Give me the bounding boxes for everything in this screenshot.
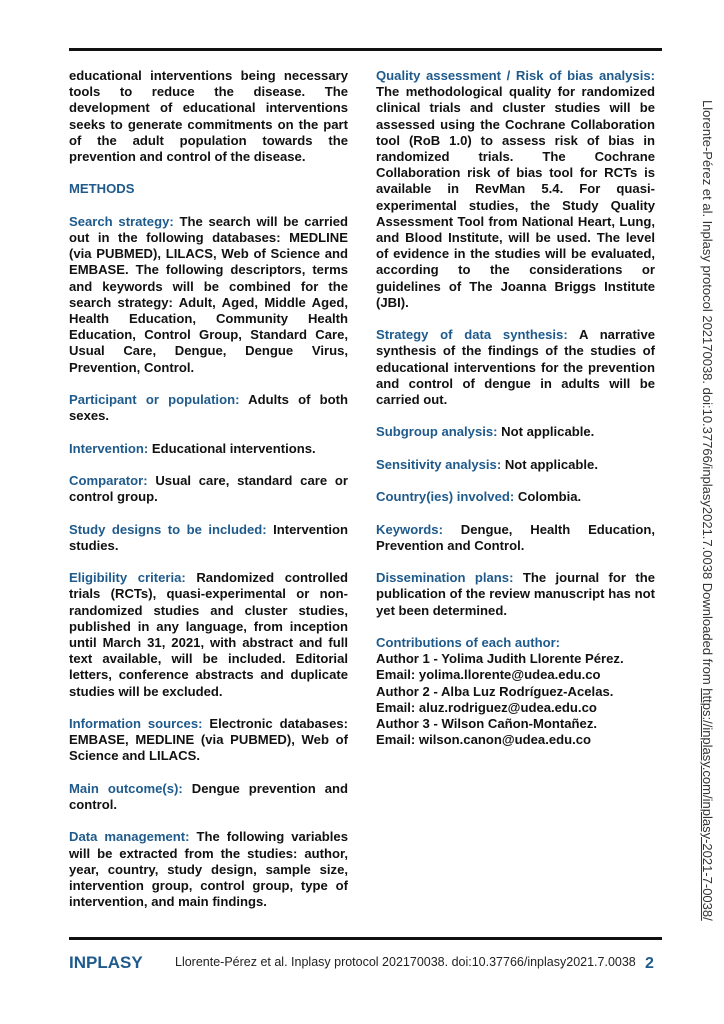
section-text: Educational interventions. [148,440,316,456]
section-text: Dengue, Health Education, Prevention and Control. [376,521,655,553]
section-sensitivity-analysis [376,457,655,473]
footer-brand-logo: INPLASY [69,953,143,972]
section-data-management [69,829,348,910]
bottom-rule [69,937,662,940]
section-label: Study designs to be included: [69,521,267,537]
section-keywords [376,522,655,554]
section-label: Main outcome(s): [69,780,183,796]
section-text: Dengue prevention and control. [69,780,349,812]
section-quality-assessment [376,68,655,311]
section-text: Electronic databases: EMBASE, MEDLINE (via PUBMED), Web of Science and LILACS. [69,716,348,764]
section-text: Randomized controlled trials (RCTs), quasi-experimental or non-randomized studies and cluster studies, published in any language, from inception until March 31, 2021, with abstract and full text available, will be included. Editorial letters, conference abstracts and duplicate studies will be excluded. [69,570,348,699]
section-label: Information sources: [69,716,203,731]
section-label: Subgroup analysis: [376,424,498,440]
section-text: A narrative synthesis of the findings of the studies of educational interventions for the prevention and control of dengue in adults will be carried out. [376,327,656,408]
section-study-designs [69,522,348,554]
section-label: Country(ies) involved: [376,489,515,505]
author-2-email: Email: aluz.rodriguez@udea.edu.co [376,699,597,715]
section-countries [376,489,655,505]
section-text: The methodological quality for randomized clinical trials and cluster studies will be assessed using the Cochrane Collaboration tool (RoB 1.0) to assess risk of bias in randomized trials. The Cochrane Collaboration risk of bias tool for RCTs is available in RevMan 5.4. For quasi-experimental studies, the Study Quality Assessment Tool from National Heart, Lung, and Blood Institute, will be used. The level of evidence in the studies will be evaluated, according to the considerations or guidelines of The Joanna Briggs Institute (JBI). [376,84,655,310]
intro-paragraph: educational interventions being necessary tools to reduce the disease. The development of educational interventions seeks to generate commitments on the part of the adult population towards the prevention and control of the disease. [69,68,348,165]
top-rule [69,48,662,51]
section-information-sources [69,716,348,765]
section-text: Intervention studies. [69,521,349,553]
section-label: Intervention: [69,440,149,456]
footer-citation: Llorente-Pérez et al. Inplasy protocol 202170038. doi:10.37766/inplasy2021.7.0038 [175,955,636,969]
page-number: 2 [645,955,654,972]
section-contributions [376,635,655,748]
section-label: Keywords: [376,521,443,537]
section-dissemination [376,570,655,619]
section-label: Strategy of data synthesis: [376,327,568,343]
section-text: The following variables will be extracted from the studies: author, year, country, study design, sample size, intervention group, control group, type of intervention, and main findings. [69,829,348,910]
section-text: The journal for the publication of the review manuscript has not yet been determined. [376,570,655,618]
right-column [376,68,655,765]
author-2-name: Author 2 - Alba Luz Rodríguez-Acelas. [376,683,614,699]
section-label: Quality assessment / Risk of bias analysis: [376,68,655,83]
methods-heading: METHODS [69,181,135,197]
section-label: Eligibility criteria: [69,570,186,586]
author-1-email: Email: yolima.llorente@udea.edu.co [376,667,601,683]
section-text: Colombia. [514,489,582,505]
author-3-email: Email: wilson.canon@udea.edu.co [376,732,592,748]
section-label: Participant or population: [69,392,240,408]
contributions-label: Contributions of each author: [376,635,561,650]
section-data-synthesis [376,327,655,408]
section-text: The search will be carried out in the following databases: MEDLINE (via PUBMED), LILACS, Web of Science and EMBASE. The following descriptors, terms and keywords will be combined for the search strategy: Adult, Aged, Middle Aged, Health Education, Community Health Education, Control Group, Standard Care, Usual Care, Dengue, Dengue Virus, Prevention, Control. [69,213,348,375]
section-label: Data management: [69,829,190,845]
section-main-outcomes [69,781,348,813]
section-participant [69,392,348,424]
author-1-name: Author 1 - Yolima Judith Llorente Pérez. [376,651,624,667]
sidebar-citation-text: Llorente-Pérez et al. Inplasy protocol 202170038. doi:10.37766/inplasy2021.7.0038 Downloaded from [700,100,715,689]
section-label: Comparator: [69,473,148,488]
section-label: Dissemination plans: [376,570,514,586]
section-intervention [69,441,348,457]
sidebar-download-link[interactable]: https://inplasy.com/inplasy-2021-7-0038/ [700,688,715,921]
author-3-name: Author 3 - Wilson Cañon-Montañez. [376,716,598,732]
section-text: Not applicable. [497,424,595,440]
section-label: Search strategy: [69,213,174,229]
left-column [69,68,348,927]
section-label: Sensitivity analysis: [376,456,502,472]
section-text: Adults of both sexes. [69,392,348,424]
section-eligibility [69,570,348,700]
section-subgroup-analysis [376,424,655,440]
section-search-strategy [69,214,348,376]
section-text: Not applicable. [501,456,598,472]
section-comparator [69,473,348,505]
section-text: Usual care, standard care or control group. [69,473,348,505]
sidebar-citation [700,100,715,921]
